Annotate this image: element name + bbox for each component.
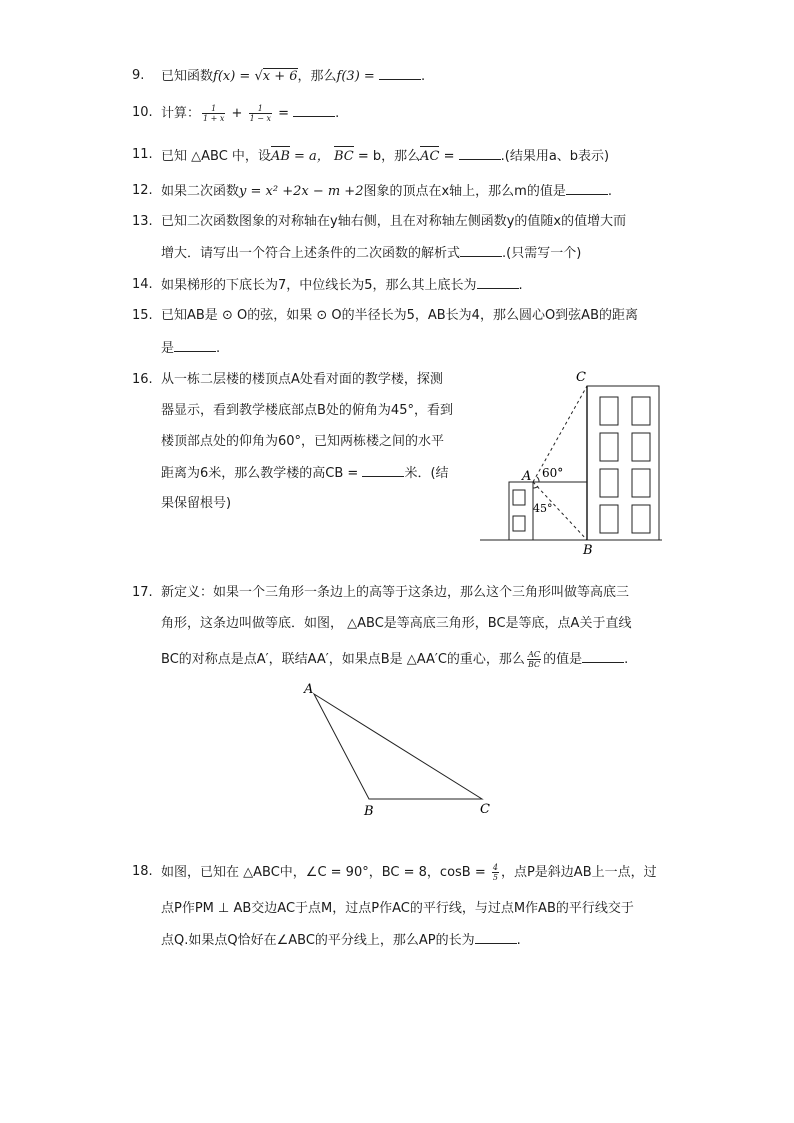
teaching-building (587, 386, 659, 540)
question-text: 已知函数 (161, 69, 214, 84)
fraction (202, 104, 225, 123)
label-A: A (522, 469, 532, 484)
question-number: 15. (132, 308, 153, 323)
question-text: 如图，已知在 △ABC中，∠C = 90°，BC = 8，cosB = (161, 865, 490, 880)
window (513, 516, 525, 531)
question-end: . (607, 184, 612, 199)
question-end: . (624, 652, 629, 667)
angle-label-60: 60° (542, 466, 564, 480)
question-text: 点P作PM ⊥ AB交边AC于点M，过点P作AC的平行线，与过点M作AB的平行线交于 (161, 901, 634, 916)
question-text: 器显示，看到教学楼底部点B处的俯角为45°，看到 (161, 403, 453, 418)
question-text: = b，那么 (353, 149, 421, 164)
math-radicand: x + 6 (262, 69, 298, 84)
buildings-figure (476, 364, 666, 560)
window (632, 505, 650, 533)
fraction-top: 1 (202, 104, 225, 114)
question-text: 距离为6米，那么教学楼的高CB = (161, 466, 363, 481)
answer-blank[interactable] (477, 276, 519, 289)
vector: AC (420, 146, 439, 166)
question-text: 如果二次函数 (161, 184, 240, 199)
angle-arc-up (537, 477, 539, 482)
answer-blank[interactable] (174, 339, 216, 352)
window (632, 397, 650, 425)
math-op: = (439, 149, 459, 164)
question-text: 从一栋二层楼的楼顶点A处看对面的教学楼，探测 (161, 372, 443, 387)
question-end: .(只需写一个) (502, 246, 582, 261)
answer-blank[interactable] (362, 464, 404, 477)
window (632, 433, 650, 461)
label-A: A (304, 682, 314, 697)
answer-blank[interactable] (460, 244, 502, 257)
label-B: B (583, 543, 593, 558)
answer-blank[interactable] (475, 931, 517, 944)
question-end: . (516, 933, 521, 948)
answer-blank[interactable] (379, 67, 421, 80)
question-text: ，那么 (297, 69, 337, 84)
question-number: 18. (132, 864, 153, 879)
question-text: BC的对称点是点A′，联结AA′，如果点B是 △AA′C的重心，那么 (161, 652, 525, 667)
window (600, 433, 618, 461)
answer-blank[interactable] (582, 650, 624, 663)
math-expr: = a， (289, 149, 334, 164)
label-B: B (364, 804, 374, 819)
sqrt-sign: √ (254, 69, 263, 84)
question-number: 14. (132, 277, 153, 292)
question-text: 如果梯形的下底长为7，中位线长为5，那么其上底长为 (161, 278, 477, 293)
vector: AB (271, 146, 290, 166)
triangle-ABC (314, 694, 482, 799)
math-op: = (273, 106, 294, 121)
math-op: + (227, 106, 247, 121)
label-C: C (480, 802, 490, 817)
question-end: .(结果用a、b表示) (500, 149, 610, 164)
angle-arc-down (533, 486, 538, 488)
vector: BC (334, 146, 354, 166)
angle-label-45: 45° (533, 502, 553, 515)
math-expr: y = x² +2x − m +2 (239, 184, 364, 199)
question-number: 10. (132, 105, 153, 120)
window (600, 505, 618, 533)
window (632, 469, 650, 497)
question-text: 计算： (161, 106, 201, 121)
question-text: 新定义：如果一个三角形一条边上的高等于这条边，那么这个三角形叫做等高底三 (161, 585, 630, 600)
question-text: 已知AB是 ⊙ O的弦，如果 ⊙ O的半径长为5，AB长为4，那么圆心O到弦AB的距离 (161, 308, 638, 323)
triangle-figure (296, 676, 506, 822)
question-end: . (420, 69, 426, 84)
question-number: 17. (132, 585, 153, 600)
fraction-top: AC (528, 650, 540, 659)
fraction-bottom: 1 + x (203, 114, 225, 123)
question-text: 图象的顶点在x轴上，那么m的值是 (363, 184, 566, 199)
question-text: 增大．请写出一个符合上述条件的二次函数的解析式 (161, 246, 461, 261)
question-text: 角形，这条边叫做等底．如图， △ABC是等高底三角形，BC是等底，点A关于直线 (161, 616, 632, 631)
question-text: 楼顶部点处的仰角为60°，已知两栋楼之间的水平 (161, 434, 445, 449)
question-number: 13. (132, 214, 153, 229)
question-text: 已知 △ABC 中，设 (161, 149, 271, 164)
question-end: . (335, 106, 340, 121)
fraction (527, 650, 541, 669)
question-number: 11. (132, 147, 153, 162)
question-text: ，点P是斜边AB上一点，过 (500, 865, 657, 880)
math-expr: f(3) = (336, 69, 379, 84)
question-text: 已知二次函数图象的对称轴在y轴右侧，且在对称轴左侧函数y的值随x的值增大而 (161, 214, 627, 229)
answer-blank[interactable] (566, 182, 608, 195)
fraction-bottom: 5 (492, 873, 498, 882)
window (600, 397, 618, 425)
question-number: 9. (132, 68, 145, 83)
question-number: 16. (132, 372, 153, 387)
question-number: 12. (132, 183, 153, 198)
math-expr: f(x) = (213, 69, 255, 84)
window (600, 469, 618, 497)
question-end: . (518, 278, 523, 293)
answer-blank[interactable] (293, 104, 335, 117)
question-text: 果保留根号) (161, 496, 232, 511)
question-text: 的值是 (543, 652, 583, 667)
fraction-bottom: 1 − x (249, 114, 271, 123)
answer-blank[interactable] (459, 147, 501, 160)
label-C: C (576, 370, 586, 385)
question-text: 点Q.如果点Q恰好在∠ABC的平分线上，那么AP的长为 (161, 933, 475, 948)
question-text: 米．(结 (404, 466, 449, 481)
fraction-top: 1 (249, 104, 272, 114)
fraction-bottom: BC (527, 660, 541, 669)
question-end: . (216, 341, 221, 356)
window (513, 490, 525, 505)
fraction-top: 4 (492, 863, 498, 872)
fraction (492, 863, 499, 882)
question-text: 是 (161, 341, 175, 356)
fraction (249, 104, 272, 123)
